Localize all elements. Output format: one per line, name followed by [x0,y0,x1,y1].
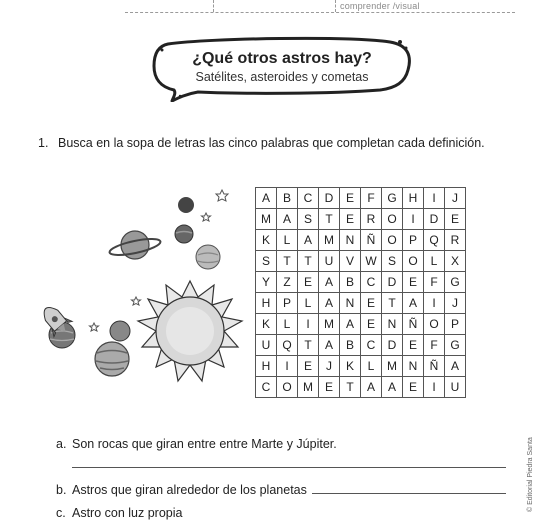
grid-cell[interactable]: S [298,209,319,230]
grid-cell[interactable]: M [256,209,277,230]
grid-cell[interactable]: A [319,293,340,314]
grid-row [256,314,466,335]
grid-cell[interactable]: K [340,356,361,377]
grid-cell[interactable]: N [403,356,424,377]
grid-cell[interactable]: C [361,335,382,356]
grid-row [256,230,466,251]
answer-line[interactable] [312,493,506,494]
title-bubble [150,36,412,102]
grid-cell[interactable]: Q [277,335,298,356]
grid-cell[interactable]: O [382,230,403,251]
grid-cell[interactable]: A [319,272,340,293]
grid-cell[interactable]: F [361,188,382,209]
grid-cell[interactable]: E [445,209,466,230]
grid-cell[interactable]: M [298,377,319,398]
grid-cell[interactable]: P [403,230,424,251]
grid-cell[interactable]: J [445,188,466,209]
grid-cell[interactable]: H [403,188,424,209]
grid-cell[interactable]: R [445,230,466,251]
definition-text: Son rocas que giran entre entre Marte y Júpiter. [72,437,337,451]
grid-cell[interactable]: W [361,251,382,272]
grid-cell[interactable]: P [277,293,298,314]
grid-cell[interactable]: D [382,272,403,293]
grid-cell[interactable]: D [382,335,403,356]
grid-cell[interactable]: T [298,335,319,356]
grid-cell[interactable]: E [340,209,361,230]
grid-cell[interactable]: E [361,293,382,314]
grid-cell[interactable]: A [319,335,340,356]
grid-row [256,335,466,356]
grid-row [256,251,466,272]
grid-cell[interactable]: Z [277,272,298,293]
grid-cell[interactable]: D [424,209,445,230]
grid-cell[interactable]: I [424,377,445,398]
grid-row [256,188,466,209]
grid-cell[interactable]: B [340,335,361,356]
grid-cell[interactable]: O [277,377,298,398]
grid-cell[interactable]: K [256,230,277,251]
grid-cell[interactable]: U [445,377,466,398]
grid-cell[interactable]: E [403,377,424,398]
grid-cell[interactable]: E [298,272,319,293]
grid-cell[interactable]: T [298,251,319,272]
question-text: Busca en la sopa de letras las cinco palabras que completan cada definición. [58,136,485,150]
grid-cell[interactable]: B [277,188,298,209]
header-divider [335,0,336,12]
saturn-icon [108,231,161,259]
grid-cell[interactable]: P [445,314,466,335]
grid-cell[interactable]: K [256,314,277,335]
definition-letter: c. [56,506,66,520]
grid-cell[interactable]: G [445,335,466,356]
grid-cell[interactable]: L [298,293,319,314]
grid-cell[interactable]: O [382,209,403,230]
grid-cell[interactable]: C [298,188,319,209]
grid-cell[interactable]: A [403,293,424,314]
grid-cell[interactable]: T [319,209,340,230]
grid-cell[interactable]: O [403,251,424,272]
grid-cell[interactable]: H [256,293,277,314]
grid-cell[interactable]: A [256,188,277,209]
grid-cell[interactable]: J [445,293,466,314]
grid-cell[interactable]: N [340,230,361,251]
grid-cell[interactable]: Ñ [361,230,382,251]
definition-text: Astros que giran alrededor de los planetas [72,483,307,497]
grid-cell[interactable]: L [277,314,298,335]
grid-row [256,272,466,293]
grid-cell[interactable]: E [340,188,361,209]
grid-cell[interactable]: M [319,230,340,251]
grid-cell[interactable]: Q [424,230,445,251]
grid-cell[interactable]: V [340,251,361,272]
grid-cell[interactable]: M [319,314,340,335]
grid-cell[interactable]: U [256,335,277,356]
grid-cell[interactable]: L [361,356,382,377]
grid-cell[interactable]: B [340,272,361,293]
grid-cell[interactable]: J [319,356,340,377]
grid-cell[interactable]: F [424,335,445,356]
grid-cell[interactable]: G [382,188,403,209]
grid-cell[interactable]: O [424,314,445,335]
publisher-credit: © Editorial Piedra Santa [527,437,534,512]
grid-cell[interactable]: C [256,377,277,398]
grid-cell[interactable]: S [256,251,277,272]
word-search-grid [255,187,466,398]
grid-cell[interactable]: T [277,251,298,272]
grid-cell[interactable]: I [277,356,298,377]
grid-cell[interactable]: I [424,293,445,314]
definition-letter: a. [56,437,67,451]
planet-icon [175,197,220,269]
answer-line[interactable] [72,467,506,468]
page-title: ¿Qué otros astros hay? [192,50,372,67]
grid-cell[interactable]: E [298,356,319,377]
grid-cell[interactable]: E [361,314,382,335]
grid-row [256,377,466,398]
header-divider [213,0,214,12]
grid-cell[interactable]: S [382,251,403,272]
definition-letter: b. [56,483,67,497]
grid-cell[interactable]: I [298,314,319,335]
grid-row [256,209,466,230]
space-illustration [40,185,245,385]
grid-cell[interactable]: Ñ [424,356,445,377]
grid-cell[interactable]: L [424,251,445,272]
grid-cell[interactable]: N [340,293,361,314]
definition-text: Astro con luz propia [72,506,183,520]
grid-cell[interactable]: C [361,272,382,293]
grid-row [256,293,466,314]
grid-cell[interactable]: H [256,356,277,377]
grid-cell[interactable]: A [445,356,466,377]
grid-cell[interactable]: A [277,209,298,230]
grid-cell[interactable]: Ñ [403,314,424,335]
header-caption: comprender /visual [340,1,420,11]
question-number: 1. [38,136,49,150]
page-subtitle: Satélites, asteroides y cometas [195,70,369,84]
sun-icon [138,281,242,381]
grid-cell[interactable]: T [382,293,403,314]
grid-cell[interactable]: E [319,377,340,398]
header-rule [125,12,515,13]
grid-cell[interactable]: I [424,188,445,209]
grid-cell[interactable]: F [424,272,445,293]
grid-cell[interactable]: I [403,209,424,230]
grid-cell[interactable]: A [361,377,382,398]
grid-cell[interactable]: A [298,230,319,251]
grid-cell[interactable]: N [382,314,403,335]
grid-row [256,356,466,377]
grid-cell[interactable]: M [382,356,403,377]
grid-cell[interactable]: L [277,230,298,251]
grid-cell[interactable]: A [382,377,403,398]
grid-cell[interactable]: A [340,314,361,335]
grid-cell[interactable]: T [340,377,361,398]
grid-cell[interactable]: E [403,272,424,293]
grid-cell[interactable]: E [403,335,424,356]
grid-cell[interactable]: U [319,251,340,272]
grid-cell[interactable]: D [319,188,340,209]
grid-cell[interactable]: R [361,209,382,230]
grid-cell[interactable]: Y [256,272,277,293]
grid-cell[interactable]: G [445,272,466,293]
grid-cell[interactable]: X [445,251,466,272]
